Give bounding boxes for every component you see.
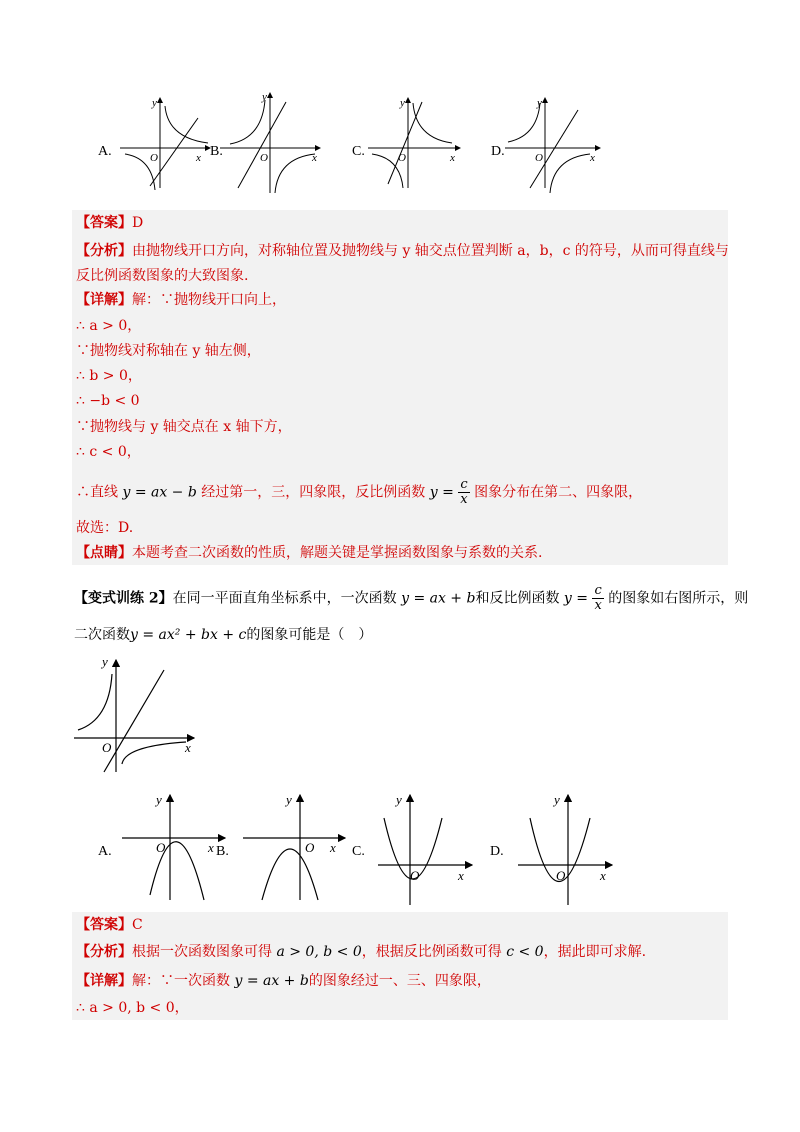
top-graph-a [120,98,210,190]
axis-label-x: x [312,152,317,164]
axis-label-x: x [196,152,201,164]
answer-line-2: 【答案】C [76,917,143,933]
reference-graph-svg [72,652,202,777]
detail-line-9: 故选：D. [76,520,134,536]
bottom-graph-d [518,795,612,905]
axis-label-y: y [262,91,267,103]
detail-line-11: ∴ a > 0, b < 0， [76,1000,189,1016]
origin-label: O [398,152,406,164]
axis-label-y: y [554,792,560,807]
analysis-line-3: 【分析】根据一次函数图象可得 a > 0, b < 0，根据反比例函数可得 c < 0，据此即可求解. [76,944,647,960]
question-2-line-2: 二次函数y = ax² + bx + c的图象可能是（ ） [74,627,373,643]
fraction-c-over-x: $\frac{c}{x}$ [460,477,468,507]
origin-label: O [305,840,315,855]
detail-line-4: ∴ b > 0， [76,368,142,384]
answer-line-1: 【答案】D [76,215,144,231]
option-c-label: C. [352,144,365,159]
top-graph-b [220,93,320,193]
axis-label-x: x [185,740,191,755]
axis-label-x: x [590,152,595,164]
option-a-label: A. [98,844,112,859]
detail-line-3: ∵抛物线对称轴在 y 轴左侧， [76,343,261,359]
detail-line-6: ∵抛物线与 y 轴交点在 x 轴下方， [76,419,292,435]
detail-line-10: 【详解】解：∵一次函数 y = ax + b的图象经过一、三、四象限， [76,973,491,989]
axis-label-y: y [396,792,402,807]
top-graphs-svg [90,88,620,198]
axis-label-y: y [152,97,157,109]
origin-label: O [535,152,543,164]
top-graph-d [505,98,600,193]
option-b-label: B. [216,844,229,859]
axis-label-x: x [600,868,606,883]
axis-label-x: x [450,152,455,164]
axis-label-y: y [537,97,542,109]
origin-label: O [102,740,112,755]
detail-line-2: ∴ a > 0， [76,318,142,334]
option-b-label: B. [210,144,223,159]
origin-label: O [150,152,158,164]
analysis-line-1: 【分析】由抛物线开口方向，对称轴位置及抛物线与 y 轴交点位置判断 a，b，c 的符号，从而可得直线与 [76,243,729,259]
option-a-label: A. [98,144,112,159]
solution-1-box [72,210,728,565]
detail-line-8: ∴直线 y = ax − b 经过第一，三，四象限，反比例函数 y = $\frac{c}{x}$ 图象分布在第二、四象限， [76,477,643,507]
option-c-label: C. [352,844,365,859]
detail-line-5: ∴ −b < 0 [76,393,140,409]
reference-graph [72,652,202,777]
axis-label-x: x [330,840,336,855]
top-option-graphs [90,88,620,198]
top-graph-c [368,98,460,188]
point-line: 【点睛】本题考查二次函数的性质，解题关键是掌握函数图象与系数的关系. [76,545,543,561]
option-d-label: D. [490,844,504,859]
origin-label: O [260,152,268,164]
axis-label-y: y [286,792,292,807]
axis-label-y: y [400,97,405,109]
axis-label-x: x [458,868,464,883]
axis-label-y: y [102,654,108,669]
axis-label-y: y [156,792,162,807]
origin-label: O [156,840,166,855]
origin-label: O [410,868,420,883]
detail-line-7: ∴ c < 0， [76,444,141,460]
option-d-label: D. [491,144,505,159]
axis-label-x: x [208,840,214,855]
origin-label: O [556,868,566,883]
fraction-c-over-x: $\frac{c}{x}$ [594,583,602,613]
question-2-line-1: 【变式训练 2】在同一平面直角坐标系中，一次函数 y = ax + b和反比例函数 y = $\frac{c}{x}$ 的图象如右图所示，则 [74,583,749,613]
analysis-line-2: 反比例函数图象的大致图象. [76,268,249,284]
bottom-graph-c [378,795,472,905]
detail-line-1: 【详解】解：∵抛物线开口向上， [76,292,286,308]
